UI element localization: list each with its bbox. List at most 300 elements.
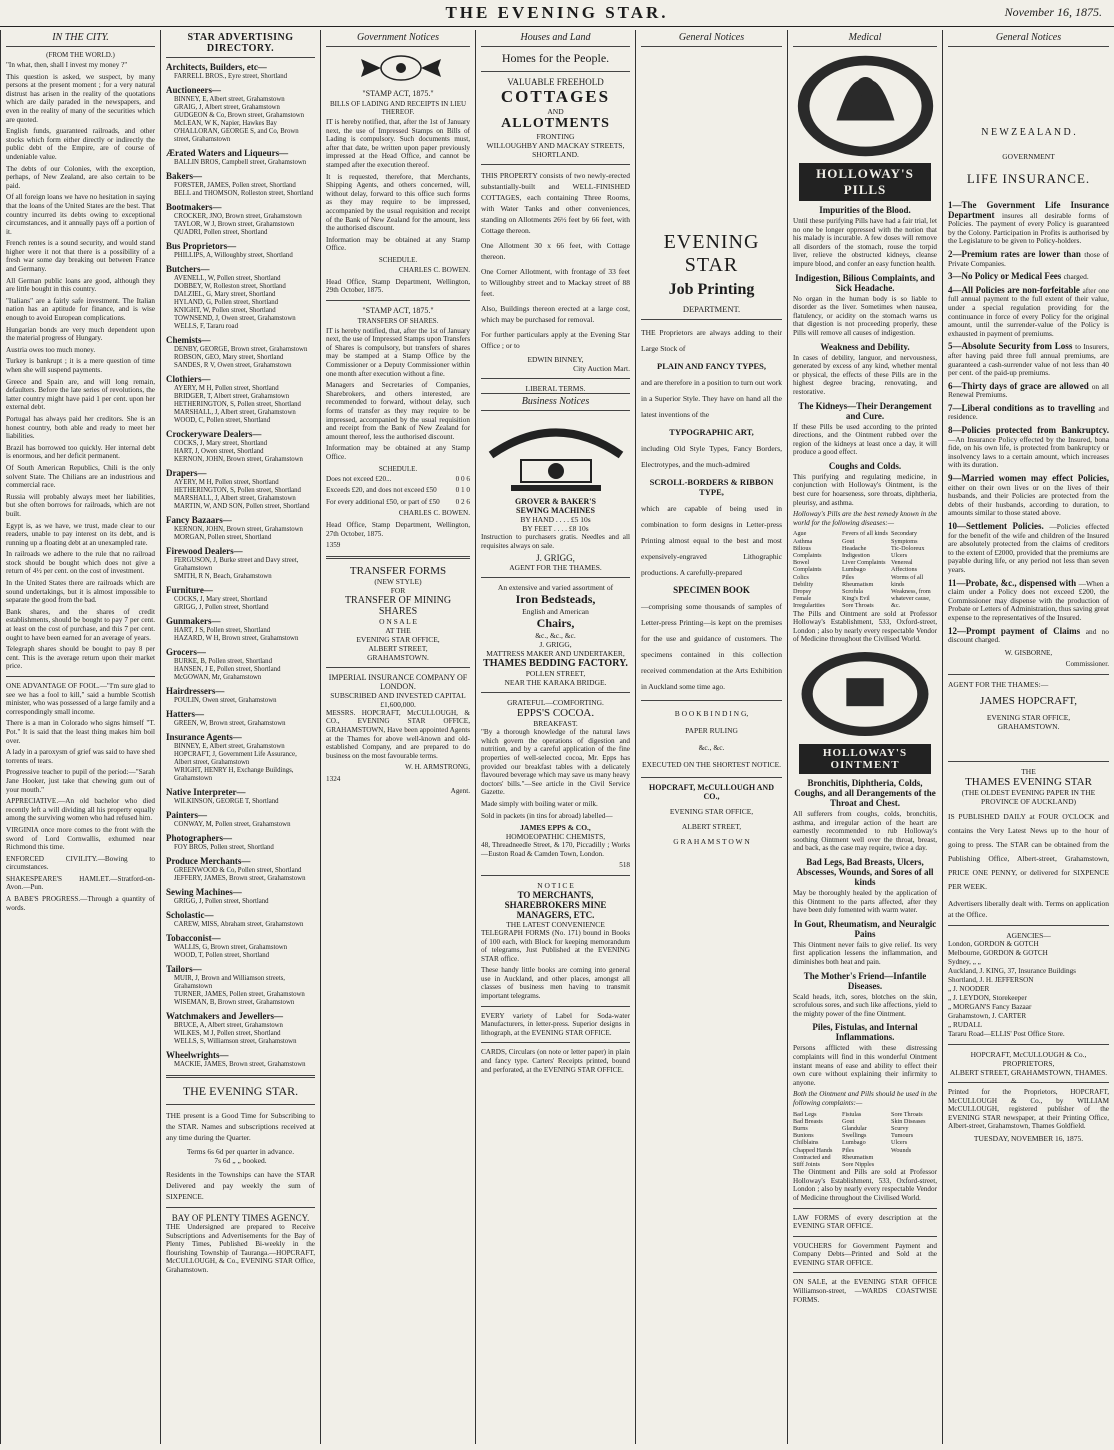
to-merchants: TO MERCHANTS, SHAREBROKERS MINE MANAGERS, ETC. — [504, 889, 607, 920]
agency-entry: Sydney, „ „ — [948, 957, 981, 966]
directory-category: Fancy Bazaars— — [166, 515, 232, 525]
complaint-item: Bunions — [793, 1132, 814, 1140]
bay-of-plenty-title: BAY OF PLENTY TIMES AGENCY. — [171, 1213, 310, 1223]
scroll-borders: SCROLL-BORDERS & RIBBON TYPE, — [649, 477, 774, 497]
medical-heading: Impurities of the Blood. — [819, 205, 911, 215]
column-general-notices-2 — [942, 30, 1114, 1444]
imperial-notice: MESSRS. HOPCRAFT, McCULLOUGH, & CO., EVENING STAR OFFICE, GRAHAMSTOWN, Have been appointed Agents at the Thames for above well-known and old-established Company, and are prepared to do business on the most favourable terms. — [326, 708, 470, 760]
divider — [481, 577, 630, 578]
directory-entry: BALLIN BROS, Campbell street, Grahamstown — [174, 159, 307, 166]
directory-entry: PHILLIPS, A, Willoughby street, Shortland — [174, 252, 293, 259]
anecdote: APPRECIATIVE.—An old bachelor who died recently left a will dividing all his property equally among the surviving women who had refused him. — [6, 797, 155, 823]
medical-heading: Indigestion, Bilious Complaints, and Sick Headache. — [795, 272, 935, 293]
coastwise-forms-notice: ON SALE, at the EVENING STAR OFFICE Williamson-street, —WARDS COASTWISE FORMS. — [793, 1278, 937, 1304]
auctioneer-name: EDWIN BINNEY, — [527, 355, 584, 364]
directory-entry: GREENWOOD & Co, Pollen street, Shortland — [174, 867, 302, 874]
divider — [481, 692, 630, 693]
agency-entry: Melbourne, GORDON & GOTCH — [948, 948, 1048, 957]
disease-item: Ague — [793, 530, 807, 538]
directory-entry: POULIN, Owen street, Grahamstown — [174, 697, 277, 704]
directory-entry: MACKIE, JAMES, Brown street, Grahamstown — [174, 1061, 306, 1068]
directory-entry: COCKS, J, Mary street, Shortland — [174, 440, 268, 447]
cottages-headline: COTTAGES — [500, 87, 611, 106]
directory-category: Drapers— — [166, 468, 207, 478]
column-header: Houses and Land — [481, 30, 630, 47]
disease-item: King's Evil — [842, 595, 870, 603]
divider — [481, 164, 630, 165]
directory-entry: MARSHALL, J, Albert street, Grahamstown — [174, 409, 296, 416]
fee-schedule — [326, 475, 470, 507]
government-label: GOVERNMENT — [1002, 152, 1055, 161]
notice-paragraph: Information may be obtained at any Stamp Office. — [326, 444, 470, 461]
directory-entry: HOPCRAFT, J, Government Life Assurance, Albert street, Grahamstown — [174, 751, 297, 766]
column-header: Government Notices — [326, 30, 470, 47]
directory-category: Clothiers— — [166, 374, 211, 384]
disease-item: Female Irregularities — [793, 595, 825, 610]
thames-evening-star: THAMES EVENING STAR — [965, 775, 1092, 788]
directory-entry: BRIDGER, T, Albert street, Grahamstown — [174, 393, 290, 400]
signature: CHARLES C. BOWEN. — [398, 265, 470, 274]
spacer — [641, 51, 782, 231]
directory-entry: MARTIN, W, AND SON, Pollen street, Shortland — [174, 503, 310, 510]
directory-entry: McGOWAN, Mr, Grahamstown — [174, 674, 262, 681]
medical-heading: Coughs and Colds. — [828, 460, 902, 471]
disease-item: Dropsy — [793, 588, 812, 596]
epps-company: JAMES EPPS & CO., — [520, 823, 591, 833]
bay-of-plenty-notice: THE Undersigned are prepared to Receive Subscriptions and Advertisements for the Bay of Plenty Times, Published Bi-weekly in the flourishing Township of Tauranga.—HOPCRAFT, McCULLOUGH, & Co., EVENING STAR Office, Grahamstown. — [166, 1223, 315, 1274]
anecdote: There is a man in Colorado who signs himself "T. Pot." It is said that the least thing makes him boil over. — [6, 719, 155, 745]
disease-item: Headache — [842, 544, 867, 552]
advertisers-notice: Advertisers liberally dealt with. Terms on application at the Office. — [948, 898, 1109, 919]
directory-entry: HYLAND, G, Pollen street, Shortland — [174, 299, 279, 306]
chairs-heading: Chairs, — [536, 616, 575, 631]
insurance-feature — [948, 627, 1109, 645]
agency-entry: Tararu Road—ELLIS' Post Office Store. — [948, 1029, 1065, 1038]
complaint-item: Skin Diseases — [891, 1117, 926, 1125]
law-forms-notice: LAW FORMS of every description at the EVENING STAR OFFICE. — [793, 1213, 937, 1231]
agent-for-label: AGENT FOR THE THAMES:— — [948, 679, 1049, 689]
transfer-at: AT THE — [385, 625, 411, 635]
complaint-item: Sore Nipples — [842, 1160, 875, 1168]
disease-item: Liver Complaints — [842, 559, 886, 567]
anecdote: A lady in a paroxysm of grief was said to have shed torrents of tears. — [6, 748, 155, 765]
sewing-brand: GROVER & BAKER'S — [515, 497, 596, 506]
column-header: General Notices — [641, 30, 782, 47]
proprietors-company: HOPCRAFT, McCULLOUGH & Co., — [970, 1049, 1087, 1059]
directory-entry: WOOD, C, Pollen street, Shortland — [174, 417, 271, 424]
sewing-instructions: Instruction to purchasers gratis. Needles and all requisites always on sale. — [481, 533, 630, 550]
directory-category: Bootmakers— — [166, 202, 222, 212]
article-paragraph: This question is asked, we suspect, by many persons at the present moment ; for a very natural distrust has arisen in the reality of the quotations which are daily paraded in the newspapers, and even in the reality of many of the securities which are quoted. — [6, 72, 155, 124]
divider — [948, 925, 1109, 926]
job-printing-title: Job Printing — [668, 281, 755, 298]
directory-entry: WILKINSON, GEORGE T, Shortland — [174, 798, 279, 805]
notice-date: Head Office, Stamp Department, Wellington, 29th October, 1875. — [326, 277, 470, 295]
complaint-item: Scurvy — [891, 1124, 909, 1132]
liberal-terms: LIBERAL TERMS. — [525, 384, 586, 393]
directory-entry: HART, J, Owen street, Shortland — [174, 448, 264, 455]
fee-label: For every additional £50, or part of £50 — [326, 497, 440, 506]
directory-category: Tailors— — [166, 964, 202, 974]
new-zealand-heading: N E W Z E A L A N D . — [981, 127, 1076, 138]
column-advertising-directory — [160, 30, 320, 1444]
medical-heading: In Gout, Rheumatism, and Neuralgic Pains — [793, 918, 937, 939]
article-paragraph: The debts of our Colonies, with the exception, perhaps, of New Zealand, are also certain to be paid. — [6, 164, 155, 190]
agency-entry: Shortland, J. H. JEFFERSON — [948, 975, 1034, 984]
mattress-maker: MATTRESS MAKER AND UNDERTAKER, — [486, 649, 625, 659]
directory-entry: FERGUSON, J, Burke street and Davy street, Grahamstown — [174, 557, 299, 572]
transfer-for: FOR — [390, 585, 406, 595]
transfer-forms-sub: (NEW STYLE) — [374, 576, 422, 586]
property-description: THIS PROPERTY consists of two newly-erected substantially-built and WELL-FINISHED COTTAGES, each containing Three Rooms, with Water Tanks and other conveniences, standing on Allotments 26½ feet by 66 feet, with Cottage thereon. — [481, 171, 630, 235]
directory-entry: DENBY, GEORGE, Brown street, Grahamstown — [174, 346, 308, 353]
epps-cocoa: EPPS'S COCOA. — [516, 707, 595, 720]
directory-entry: HANSEN, J E, Pollen street, Shortland — [174, 666, 281, 673]
directory-entry: WALLIS, G, Brown street, Grahamstown — [174, 944, 288, 951]
agencies-list — [948, 940, 1109, 1039]
disease-item: Rheumatism — [842, 580, 874, 588]
article-paragraph: Austria owes too much money. — [6, 345, 96, 354]
directory-entry: KERNON, JOHN, Brown street, Grahamstown — [174, 456, 303, 463]
directory-entry: WILKES, M J, Pollen street, Shortland — [174, 1030, 281, 1037]
agent-name: JAMES HOPCRAFT, — [980, 694, 1077, 707]
article-paragraph: All German public loans are good, although they are little bought in this country. — [6, 276, 155, 294]
commissioner-role: Commissioner. — [1065, 660, 1109, 669]
feature-heading: 10—Settlement Policies. — [948, 521, 1050, 531]
divider — [481, 71, 630, 72]
proprietors-name: HOPCRAFT, McCULLOUGH AND CO., — [649, 783, 774, 801]
column-medical — [787, 30, 942, 1444]
divider — [326, 667, 470, 668]
article-paragraph: French rentes is a sound security, and would stand higher were it not that there is a possibility of a fresh war some day breaking out between France and Germany. — [6, 239, 155, 274]
directory-entry: GREEN, W, Brown street, Grahamstown — [174, 720, 286, 727]
feature-heading: 5—Absolute Security from Loss — [948, 341, 1076, 352]
office-town: G R A H A M S T O W N — [673, 837, 750, 846]
office-street: ALBERT STREET, — [681, 822, 742, 831]
stamp-act-subtitle: TRANSFERS OF SHARES. — [357, 316, 439, 325]
disease-item: Piles — [842, 573, 855, 581]
directory-category: Architects, Builders, etc— — [166, 62, 267, 72]
complaints-intro: Both the Ointment and Pills should be used in the following complaints:— — [793, 1090, 937, 1107]
disease-item: Indigestion — [842, 552, 870, 560]
grigg-name: J. GRIGG, — [536, 553, 575, 564]
directory-category: Firewood Dealers— — [166, 546, 243, 556]
directory-entry: ROBSON, GEO, Mary street, Shortland — [174, 354, 284, 361]
directory-entry: GRAIG, J, Albert street, Grahamstown — [174, 104, 280, 111]
fee-value: 0 0 6 — [455, 474, 470, 483]
feature-text: on all Renewal Premiums. — [948, 381, 1109, 400]
complaint-item: Fistulas — [842, 1110, 862, 1118]
complaint-item: Rheumatism — [842, 1153, 874, 1161]
article-paragraph: Russia will probably always meet her liabilities, but she often borrows for railroads, which are not built. — [6, 492, 155, 518]
article-paragraph: Greece and Spain are, and will long remain, defaulters. Before the late series of revolutions, the latter country might have paid 1 per cent. upon her external debt. — [6, 377, 155, 412]
agency-entry: Auckland, J. KING, 37, Insurance Buildings — [948, 966, 1076, 975]
directory-entry: DALZIEL, G, Mary street, Shortland — [174, 291, 276, 298]
article-paragraph: Bank shares, and the shares of credit establishments, should be bought to pay 7 per cent. at least on the cost of purchase, and this 7 per cent. ought to have been earned for an average of years. — [6, 607, 155, 642]
disease-item: Ulcers — [891, 552, 908, 560]
feature-heading: 8—Policies protected from Bankruptcy. — [948, 425, 1109, 436]
complaint-item: Gout — [842, 1117, 855, 1125]
stamp-act-title: "STAMP ACT, 1875." — [362, 89, 434, 98]
article-source: (FROM THE WORLD.) — [46, 51, 115, 59]
directory-category: Insurance Agents— — [166, 732, 242, 742]
and-word: AND — [547, 107, 564, 116]
insurance-feature — [948, 342, 1109, 377]
divider — [6, 676, 155, 677]
divider — [326, 556, 470, 559]
directory-category: Crockeryware Dealers— — [166, 429, 262, 439]
vouchers-notice: VOUCHERS for Government Payment and Company Debts—Printed and Sold at the EVENING STAR OFFICE. — [793, 1241, 937, 1267]
publishing-notice: IS PUBLISHED DAILY at FOUR O'CLOCK and contains the Very Latest News up to the hour of going to press. The STAR can be obtained from the Publishing Office, Albert-street, Grahamstown, PRICE ONE PENNY, or delivered for SIXPENCE PER WEEK. — [948, 811, 1109, 891]
iron-bedsteads: Iron Bedsteads, — [515, 592, 596, 607]
notice-paragraph: Information may be obtained at any Stamp Office. — [326, 235, 470, 253]
feature-text: and no discount charged. — [948, 626, 1109, 645]
transfer-street: ALBERT STREET, — [368, 643, 428, 653]
notice-paragraph: Managers and Secretaries of Companies, Sharebrokers, and others interested, are recommended to forward, without delay, such forms of transfer as they may require to be impressed, accompanied by the usual requisition and receipt from the Bank of New Zealand for amount thereof, less the authorised discount. — [326, 381, 470, 441]
signature: CHARLES C. BOWEN. — [398, 509, 470, 518]
telegraph-notice: TELEGRAPH FORMS (No. 171) bound in Books of 100 each, with Block for keeping memorandum of telegrams, Just Published at the EVENING STAR office. — [481, 928, 630, 963]
feature-heading: 2—Premium rates are lower than — [948, 248, 1085, 259]
schedule-heading: SCHEDULE. — [378, 464, 418, 473]
directory-entry: GRIGG, J, Pollen street, Shortland — [174, 898, 269, 905]
directory-entry: TURNER, JAMES, Pollen street, Grahamstown — [174, 991, 305, 998]
directory-entry: JEFFERY, JAMES, Brown street, Grahamstown — [174, 875, 306, 882]
holloway-seal-icon — [793, 51, 938, 161]
evening-star-title: EVENING STAR — [663, 231, 760, 276]
divider — [641, 319, 782, 320]
divider — [166, 1207, 315, 1208]
column-header: IN THE CITY. — [6, 30, 155, 47]
subscription-notice: THE present is a Good Time for Subscribing to the STAR. Names and subscriptions received at any time during the Quarter. — [166, 1111, 315, 1142]
divider — [948, 761, 1109, 762]
remedy-intro: Holloway's Pills are the best remedy known in the world for the following diseases:— — [793, 510, 937, 527]
feature-text: insures all desirable forms of Policies. The payment of every Policy is guaranteed by the Colony. Participation in Profits is authorised by the Legislature to be given to Policy-holders. — [948, 210, 1109, 246]
directory-category: Bus Proprietors— — [166, 241, 237, 251]
fee-value: 0 2 6 — [455, 497, 470, 506]
imprint-date: TUESDAY, NOVEMBER 16, 1875. — [973, 1133, 1084, 1143]
disease-item: Gout — [842, 537, 855, 545]
article-paragraph: "Italians" are a fairly safe investment. The Italian nation has an aptitude for finance, and is wise enough to avoid European complications. — [6, 296, 155, 323]
directory-entry: SANDES, R V, Owen street, Grahamstown — [174, 362, 292, 369]
printing-paragraph: and are therefore in a position to turn out work in a Superior Style. They have on hand all the latest inventions of the — [641, 378, 782, 419]
notice-paragraph: It is requested, therefore, that Merchants, Shipping Agents, and others concerned, will, without delay, forward to this office such forms as they may require to be impressed, accompanied by the usual requisition and receipt of the Bank of New Zealand for the amount, less the authorised discount. — [326, 172, 470, 233]
disease-item: Bilious Complaints — [793, 544, 822, 560]
directory-category: Bakers— — [166, 171, 202, 181]
directory-category: Gunmakers— — [166, 616, 221, 626]
disease-item: Sore Throats — [842, 602, 874, 610]
allotments-headline: ALLOTMENTS — [501, 116, 610, 131]
medical-paragraph: If these Pills be used according to the printed directions, and the Ointment rubbed over the region of the kidneys at least once a day, it will produce a good effect. — [793, 422, 937, 457]
notice-date: Head Office, Stamp Department, Wellington, 27th October, 1875. — [326, 520, 470, 538]
notice-paragraph: IT is hereby notified, that, after the 1st of January next, the use of Impressed Stamps on Bills of Lading is compulsory. Such documents must, after that date, be written upon paper previously impressed at the Head Office, and cannot be stamped after the execution thereof. — [326, 118, 470, 169]
insurance-feature — [948, 426, 1109, 470]
directory-category: Tobacconist— — [166, 933, 221, 943]
medical-paragraph: Persons afflicted with these distressing complaints will find in this wonderful Ointment instant means of ease and ability to effect their own cure without explaining their infirmity to anyone. — [793, 1044, 937, 1087]
epps-sold: Sold in packets (in tins for abroad) labelled— — [481, 811, 613, 820]
medical-paragraph: In cases of debility, languor, and nervousness, generated by excess of any kind, whether mental or physical, the effects of these Pills are in the highest degree bracing, renovating, and restorative. — [793, 353, 937, 396]
factory-street: POLLEN STREET, — [525, 669, 586, 679]
directory-category: Wheelwrights— — [166, 1050, 229, 1060]
complaint-item: Burns — [793, 1124, 808, 1132]
printing-paragraph: which are capable of being used in combination to form designs in Letter-press Printing almost equal to the best and most expensively-engraved Lithographic productions. A carefully-prepared — [641, 504, 782, 577]
directory-entry: FORSTER, JAMES, Pollen street, Shortland — [174, 182, 296, 189]
divider — [641, 700, 782, 701]
complaint-item: Sore Throats — [891, 1110, 923, 1118]
proprietors-address: ALBERT STREET, GRAHAMSTOWN, THAMES. — [949, 1067, 1108, 1077]
column-header: Medical — [793, 30, 937, 47]
directory-entry: MUIR, J, Brown and Williamson streets, Grahamstown — [174, 975, 285, 990]
directory-entry: BELL and THOMSON, Rolleston street, Shortland — [174, 190, 314, 197]
directory-entry: AVENELL, W, Pollen street, Shortland — [174, 275, 281, 282]
homes-headline: Homes for the People. — [501, 51, 610, 65]
signature: W. H. ARMSTRONG, — [404, 763, 470, 772]
latest-convenience: THE LATEST CONVENIENCE — [506, 919, 605, 929]
anecdote: ENFORCED CIVILITY.—Bowing to circumstances. — [6, 854, 155, 872]
directory-entry: CROCKER, JNO, Brown street, Grahamstown — [174, 213, 302, 220]
fee-row — [326, 475, 470, 484]
feature-heading: 9—Married women may effect Policies, — [948, 473, 1109, 484]
divider — [166, 1075, 315, 1078]
disease-item: Debility — [793, 580, 814, 588]
proprietors-label: PROPRIETORS, — [1002, 1058, 1055, 1068]
bedding-factory: THAMES BEDDING FACTORY. — [483, 658, 628, 670]
agency-entry: London, GORDON & GOTCH — [948, 939, 1039, 948]
feature-text: charged. — [1063, 272, 1089, 282]
agency-entry: „ J. LEYDON, Storekeeper — [948, 993, 1027, 1002]
advertising-directory — [166, 62, 315, 1069]
directory-entry: GRIGG, J, Pollen street, Shortland — [174, 604, 269, 611]
complaint-item: Ulcers — [891, 1139, 908, 1147]
delivery-notice: Residents in the Townships can have the STAR Delivered and pay weekly the sum of SIXPENCE. — [166, 1170, 315, 1201]
insurance-feature — [948, 286, 1109, 339]
directory-entry: CONWAY, M, Pollen street, Grahamstown — [174, 821, 291, 828]
divider — [948, 674, 1109, 675]
disease-item: Bowel Complaints — [793, 559, 822, 574]
transfer-town: GRAHAMSTOWN. — [367, 652, 429, 662]
directory-entry: HETHERINGTON, S, Pollen street, Shortland — [174, 487, 301, 494]
article-paragraph: Egypt is, as we have, we trust, made clear to our readers, unable to pay interest on its debt, and is running up a floating debt at an unexampled rate. — [6, 521, 155, 547]
cards-notice: CARDS, Circulars (on note or letter paper) in plain and fancy type. Carters' Receipts printed, bound and perforated, at the EVENING STAR OFFICE. — [481, 1048, 630, 1074]
oldest-paper: (THE OLDEST EVENING PAPER IN THE PROVINCE OF AUCKLAND) — [961, 787, 1096, 806]
directory-entry: KNIGHT, W, Pollen street, Shortland — [174, 307, 276, 314]
medical-heading: The Kidneys—Their Derangement and Cure. — [798, 400, 932, 421]
divider — [481, 378, 630, 379]
divider — [948, 1082, 1109, 1083]
directory-category: Photographers— — [166, 833, 232, 843]
feature-text: those of Private Companies. — [948, 249, 1109, 268]
fee-label: Does not exceed £20... — [326, 474, 392, 483]
plain-fancy-types: PLAIN AND FANCY TYPES, — [657, 361, 766, 371]
sewing-machine-icon — [481, 415, 631, 495]
notice-number: 1359 — [326, 541, 341, 550]
auctioneer-role: City Auction Mart. — [573, 364, 630, 373]
medical-heading: Piles, Fistulas, and Internal Inflammations. — [812, 1022, 918, 1043]
feature-heading: 6—Thirty days of grace are allowed — [948, 380, 1092, 391]
transfer-office: EVENING STAR OFFICE, — [356, 634, 440, 644]
disease-item: Worms of all kinds — [891, 573, 924, 588]
medical-paragraph: This purifying and regulating medicine, in conjunction with Holloway's Ointment, is the best cure for hoarseness, sore throats, diphtheria, pleurisy, and asthma. — [793, 472, 937, 507]
article-paragraph: Of South American Republics, Chili is the only solvent State. The Chilians are an industrious and commercial race. — [6, 463, 155, 490]
printing-paragraph: —comprising some thousands of samples of Letter-press Printing—is kept on the premises for the use and guidance of customers. The specimens contained in this collection received commendation at the Arts Exhibition in Auckland some time ago. — [641, 602, 782, 691]
notice-word: N O T I C E — [537, 880, 574, 890]
medical-paragraph: May be thoroughly healed by the application of this Ointment to the parts affected, after they have been duly fomented with warm water. — [793, 889, 937, 915]
agency-entry: „ MORGAN'S Fancy Bazaar — [948, 1002, 1032, 1011]
article-paragraph: Portugal has always paid her creditors. She is an honest country, both able and ready to meet her liabilities. — [6, 414, 155, 441]
directory-category: Auctioneers— — [166, 85, 221, 95]
agency-entry: „ J. NOODER — [948, 984, 990, 993]
feature-text: —An Insurance Policy effected by the Insured, bona fide, on his own life, is protected from bankruptcy or insolvency laws to a certain amount, which increases with its duration. — [948, 434, 1109, 470]
life-insurance-heading: LIFE INSURANCE. — [966, 171, 1091, 186]
divider — [326, 300, 470, 301]
transfer-forms-title: TRANSFER FORMS — [349, 564, 447, 577]
directory-entry: SMITH, R N, Beach, Grahamstown — [174, 573, 272, 580]
column-houses-and-land — [475, 30, 635, 1444]
price-feet: BY FEET . . . . £8 10s — [522, 524, 589, 533]
medical-paragraph: Scald heads, itch, sores, blotches on the skin, scrofulous sores, and such like affections, yield to the mighty power of the fine Ointment. — [793, 992, 937, 1018]
directory-entry: COCKS, J, Mary street, Shortland — [174, 596, 268, 603]
complaint-item: Bad Breasts — [793, 1117, 823, 1125]
typographic-art: TYPOGRAPHIC ART, — [669, 427, 754, 437]
directory-category: Ærated Waters and Liqueurs— — [166, 148, 289, 158]
specimen-book: SPECIMEN BOOK — [673, 585, 750, 595]
article-paragraph: Hungarian bonds are very much dependent upon the material progress of Hungary. — [6, 325, 155, 343]
epps-made: Made simply with boiling water or milk. — [481, 799, 598, 808]
property-description: Also, Buildings thereon erected at a large cost, which may be purchased for removal. — [481, 304, 630, 324]
feature-heading: 1—The Government Life Insurance Department — [948, 200, 1109, 220]
feature-text: and residence. — [948, 403, 1109, 422]
article-paragraph: Telegraph shares should be bought to pay 8 per cent. This is the average return upon their market price. — [6, 645, 155, 671]
directory-category: Chemists— — [166, 335, 211, 345]
insurance-feature — [948, 404, 1109, 422]
notice-paragraph: IT is hereby notified, that, after the 1st of January next, the use of Impressed Stamps upon Transfers of Shares is compulsory, but transfers of shares may be stamped at a Stamp Office by the Commissioner or a Deputy Commissioner within one month after execution without a fine. — [326, 326, 470, 378]
assortment-line: An extensive and varied assortment of — [497, 583, 614, 593]
department-label: DEPARTMENT. — [682, 304, 741, 314]
street-names: WILLOUGHBY AND MACKAY STREETS, SHORTLAND. — [486, 141, 625, 159]
agent-office: EVENING STAR OFFICE, — [986, 712, 1071, 722]
medical-paragraph: This Ointment never fails to give relief. Its very first application lessens the inflammation, and diminishes both heat and pain. — [793, 940, 937, 966]
complaint-item: Wounds — [891, 1146, 912, 1154]
notice-number: 1324 — [326, 774, 341, 783]
coat-of-arms-icon — [326, 51, 475, 85]
bookbinding-label: B O O K B I N D I N G, — [674, 709, 749, 718]
anecdote: SHAKESPEARE'S HAMLET.—Stratford-on-Avon.—Pun. — [6, 874, 155, 892]
directory-category: Sewing Machines— — [166, 887, 242, 897]
column-government-notices — [320, 30, 475, 1444]
sold-notice: The Pills and Ointment are sold at Professor Holloway's Establishment, 533, Oxford-street, London ; also by nearly every respectable Vendor of Medicine throughout the Civilised World. — [793, 609, 937, 644]
fee-row — [326, 498, 470, 507]
stamp-act-subtitle: BILLS OF LADING AND RECEIPTS IN LIEU THEREOF. — [329, 100, 467, 116]
grigg-agent: AGENT FOR THE THAMES. — [509, 563, 602, 573]
directory-entry: McLEAN, W K, Napier, Hawkes Bay — [174, 120, 277, 127]
schedule-heading: SCHEDULE. — [378, 255, 418, 264]
column-header: STAR ADVERTISING DIRECTORY. — [166, 30, 315, 58]
disease-item: Fevers of all kinds — [842, 530, 888, 538]
directory-entry: KERNON, JOHN, Brown street, Grahamstown — [174, 526, 303, 533]
directory-entry: GUDGEON & Co, Brown street, Grahamstown — [174, 112, 305, 119]
directory-category: Grocers— — [166, 647, 206, 657]
handy-books-notice: These handy little books are coming into general use in Auckland, and other places, amongst all classes of business men having to transmit important telegrams. — [481, 966, 630, 1001]
feature-text: —Policies effected for the benefit of the wife and children of the Insured are absolutely protected from the claims of creditors to the extent of £2000, provided that the premiums are payable during life, or any period not less than seven years. — [948, 522, 1109, 574]
article-paragraph: Brazil has borrowed too quickly. Her internal debt is enormous, and her deficit permanent. — [6, 443, 155, 461]
imperial-capital: SUBSCRIBED AND INVESTED CAPITAL £1,600,000. — [330, 690, 466, 709]
directory-entry: TOWNSEND, J, Owen street, Grahamstown — [174, 315, 296, 322]
directory-category: Painters— — [166, 810, 207, 820]
anecdote: VIRGINIA once more comes to the front with the sword of Lord Cornwallis, exhumed near Richmond this time. — [6, 825, 155, 852]
article-paragraph: "In what, then, shall I invest my money ?" — [6, 61, 128, 69]
medical-heading: Bad Legs, Bad Breasts, Ulcers, Abscesses, Wounds, and Sores of all kinds — [796, 857, 934, 888]
directory-category: Furniture— — [166, 585, 213, 595]
feature-text: to Insurers, after having paid three full annual premiums, are guaranteed a cash-surrender value of not less than 40 per cent. of the paid-up premiums. — [948, 342, 1109, 378]
